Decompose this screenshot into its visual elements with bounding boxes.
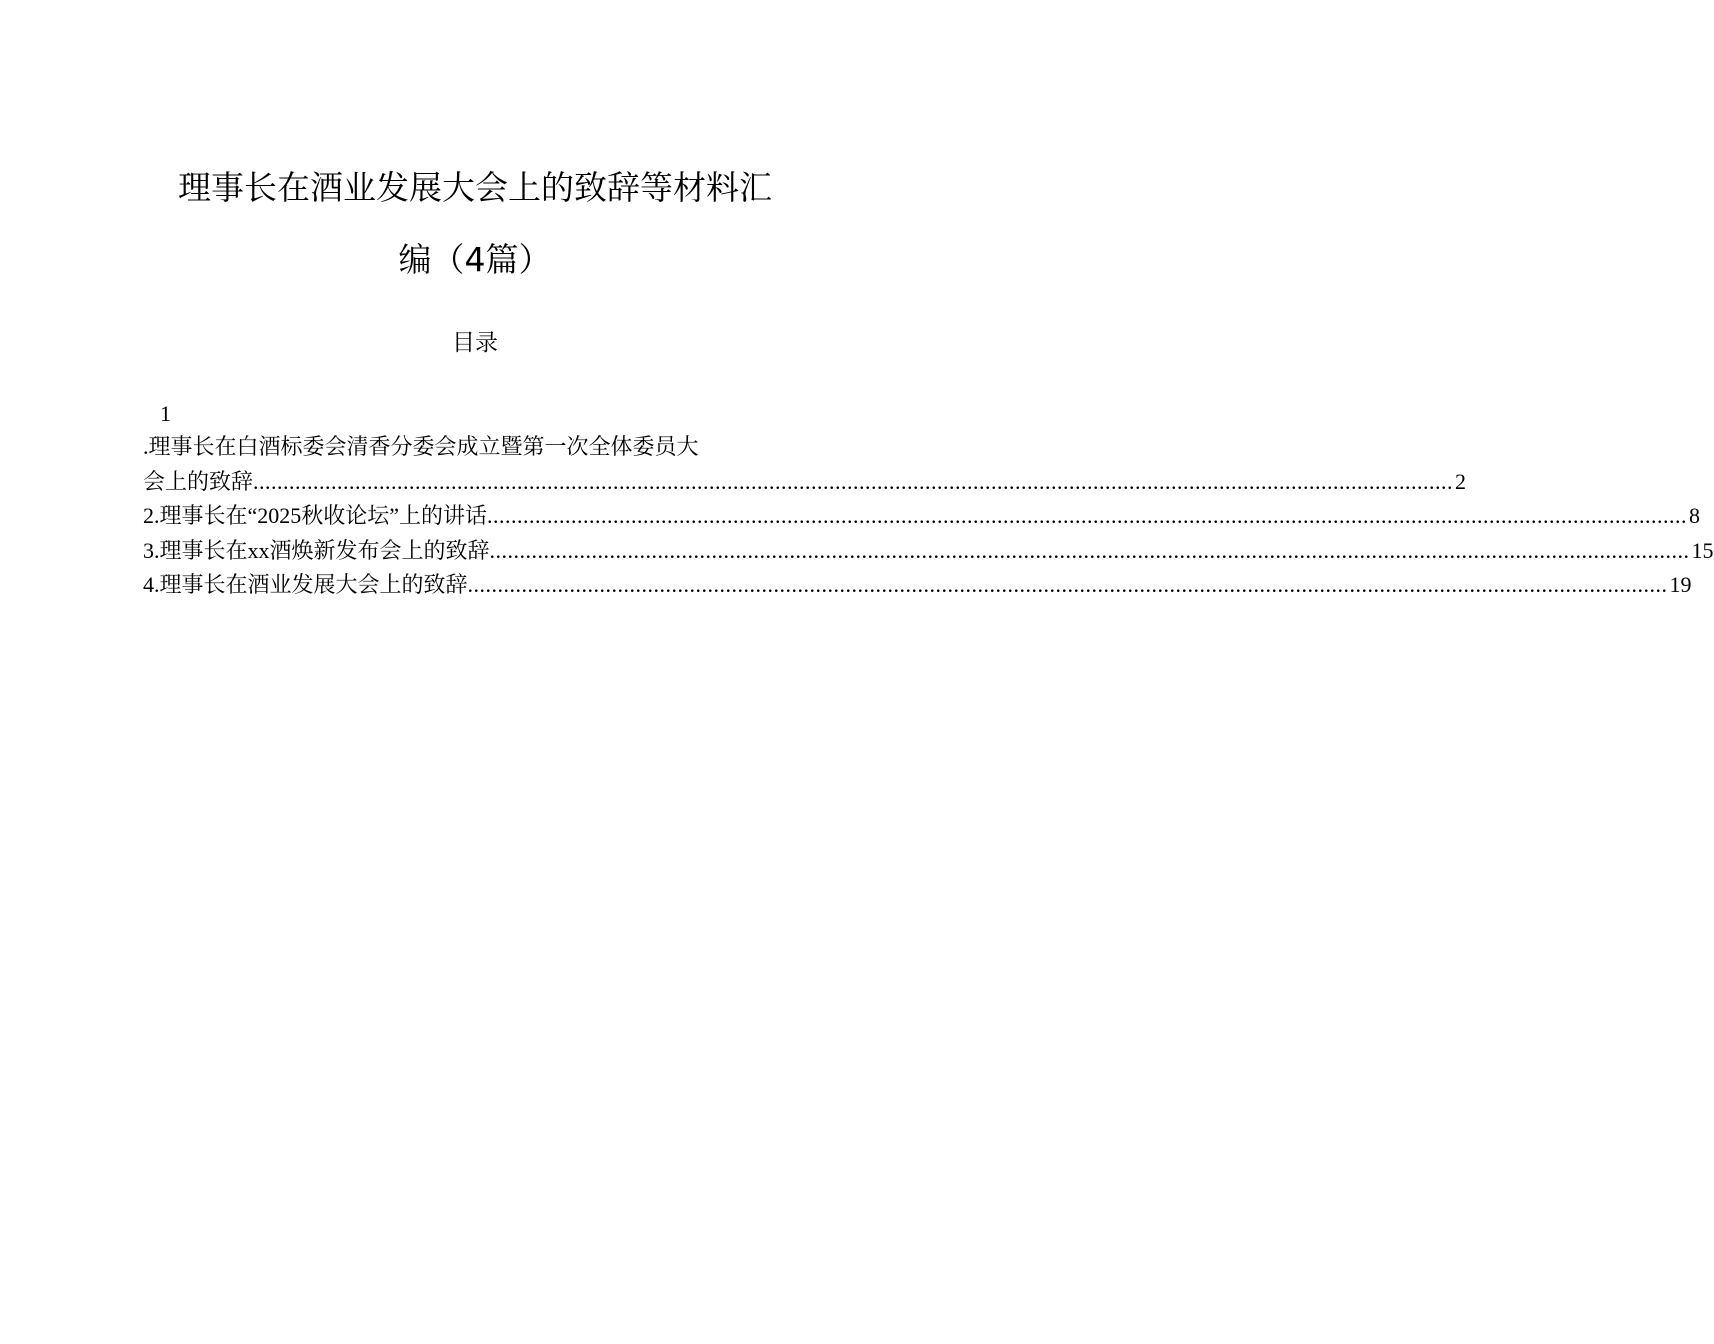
toc-entry-4-text: 4.理事长在酒业发展大会上的致辞 — [143, 572, 468, 597]
toc-entry-2-page: 8 — [1689, 503, 1701, 528]
toc-entry-1-page: 2 — [1455, 469, 1467, 494]
toc-heading: 目录 — [452, 330, 498, 356]
toc-entry-1-number: 1 — [160, 401, 171, 426]
toc-entry-4-page: 19 — [1669, 572, 1692, 597]
toc-entry-2[interactable] — [143, 499, 1701, 533]
toc-leader-dots: ........................................................................................................................................................................................................ — [487, 503, 1688, 528]
document-title-line-1: 理事长在酒业发展大会上的致辞等材料汇 — [178, 168, 772, 207]
toc-entry-1-text-2: 会上的致辞 — [143, 469, 254, 494]
toc-leader-dots: ........................................................................................................................................................................................................ — [467, 572, 1668, 597]
toc-entry-1-text-1: .理事长在白酒标委会清香分委会成立暨第一次全体委员大 — [143, 434, 699, 459]
toc-entry-4[interactable] — [143, 568, 1692, 602]
toc-entry-3[interactable] — [143, 534, 1714, 568]
toc-entry-3-page: 15 — [1691, 538, 1714, 563]
document-title-line-2: 编（4篇） — [398, 240, 552, 279]
toc-leader-dots: ........................................................................................................................................................................................................ — [253, 469, 1454, 494]
toc-entry-2-text: 2.理事长在“2025秋收论坛”上的讲话 — [143, 503, 488, 528]
toc-entry-1-line-2[interactable] — [143, 465, 1467, 499]
toc-entry-3-text: 3.理事长在xx酒焕新发布会上的致辞 — [143, 538, 490, 563]
toc-leader-dots: ........................................................................................................................................................................................................ — [489, 538, 1690, 563]
toc-entry-1-line-1[interactable] — [143, 430, 806, 464]
